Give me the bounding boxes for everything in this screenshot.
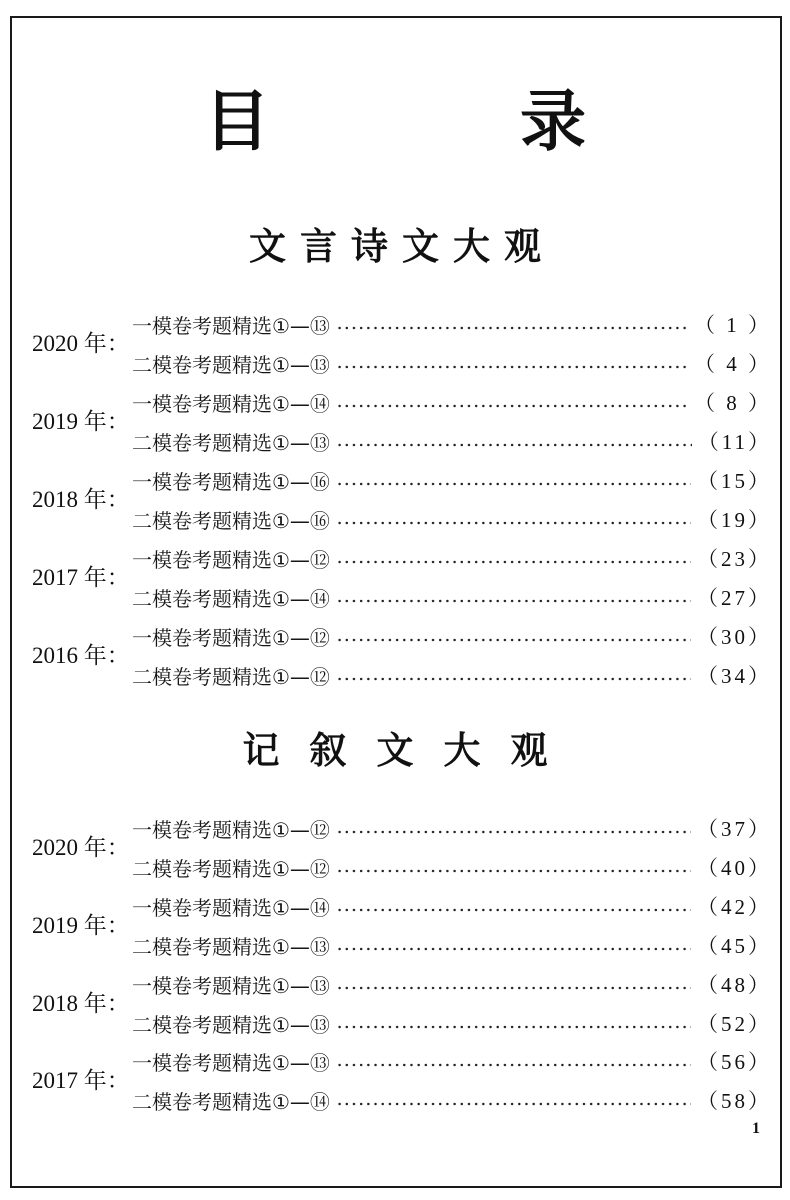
toc-entry[interactable] [132, 1004, 772, 1042]
toc-entry[interactable] [132, 344, 772, 382]
toc-year: 2019 年： [32, 409, 130, 434]
toc-entry[interactable] [132, 578, 772, 616]
dot-leader [336, 1025, 691, 1029]
page-title: 目 录 [204, 83, 678, 160]
dot-leader [336, 830, 691, 834]
toc-entry-page: （27） [697, 586, 772, 610]
toc-entry-label: 一模卷考题精选①—⑬ [132, 1050, 330, 1075]
toc-entry-label: 二模卷考题精选①—⑬ [132, 352, 330, 377]
section-heading-narrative: 记叙文大观 [242, 729, 578, 772]
toc-entry[interactable] [132, 500, 772, 538]
toc-entry-page: （ 4 ） [694, 352, 772, 376]
toc-year: 2020 年： [32, 835, 130, 860]
toc-entry-label: 二模卷考题精选①—⑬ [132, 1012, 330, 1037]
toc-entry-page: （23） [697, 547, 772, 571]
toc-entry-label: 二模卷考题精选①—⑫ [132, 664, 330, 689]
toc-entry-label: 一模卷考题精选①—⑬ [132, 973, 330, 998]
toc-year: 2020 年： [32, 331, 130, 356]
toc-group [0, 809, 790, 887]
toc-entry-page: （58） [697, 1089, 772, 1113]
toc-year: 2016 年： [32, 643, 130, 668]
dot-leader [336, 677, 691, 681]
toc-entry-label: 一模卷考题精选①—⑫ [132, 817, 330, 842]
toc-group [0, 461, 790, 539]
toc-entry-page: （40） [697, 856, 772, 880]
dot-leader [336, 1063, 691, 1067]
dot-leader [336, 560, 691, 564]
toc-entry[interactable] [132, 1042, 772, 1080]
toc-year: 2017 年： [32, 565, 130, 590]
dot-leader [336, 908, 691, 912]
dot-leader [336, 521, 691, 525]
toc-entry[interactable] [132, 965, 772, 1003]
toc-entry-label: 二模卷考题精选①—⑬ [132, 430, 330, 455]
toc-entry-label: 二模卷考题精选①—⑬ [132, 934, 330, 959]
toc-entry[interactable] [132, 848, 772, 886]
dot-leader [336, 986, 691, 990]
toc-entry-label: 二模卷考题精选①—⑭ [132, 586, 330, 611]
toc-group [0, 539, 790, 617]
toc-year: 2018 年： [32, 991, 130, 1016]
toc-entry-label: 二模卷考题精选①—⑫ [132, 856, 330, 881]
toc-entry-label: 一模卷考题精选①—⑫ [132, 547, 330, 572]
toc-entry[interactable] [132, 305, 772, 343]
toc-entry-label: 一模卷考题精选①—⑭ [132, 895, 330, 920]
toc-entry-page: （52） [697, 1012, 772, 1036]
toc-entry[interactable] [132, 539, 772, 577]
toc-entry[interactable] [132, 656, 772, 694]
toc-group [0, 617, 790, 695]
dot-leader [336, 365, 688, 369]
toc-year: 2017 年： [32, 1068, 130, 1093]
dot-leader [336, 638, 691, 642]
toc-entry-label: 一模卷考题精选①—⑫ [132, 625, 330, 650]
toc-entry[interactable] [132, 617, 772, 655]
toc-entry-page: （ 1 ） [694, 313, 772, 337]
toc-group [0, 1042, 790, 1120]
toc-entry-page: （ 8 ） [694, 391, 772, 415]
dot-leader [336, 443, 692, 447]
toc-year: 2018 年： [32, 487, 130, 512]
dot-leader [336, 869, 691, 873]
page-number: 1 [752, 1120, 760, 1137]
toc-entry-page: （19） [697, 508, 772, 532]
dot-leader [336, 404, 688, 408]
toc-entry-page: （42） [697, 895, 772, 919]
toc-entry-page: （45） [697, 934, 772, 958]
toc-entry-page: （15） [697, 469, 772, 493]
toc-entry-label: 一模卷考题精选①—⑭ [132, 391, 330, 416]
toc-entry[interactable] [132, 422, 772, 460]
toc-entry-page: （30） [697, 625, 772, 649]
toc-entry-label: 二模卷考题精选①—⑯ [132, 508, 330, 533]
toc-entry-page: （34） [697, 664, 772, 688]
toc-entry-page: （11） [697, 430, 772, 454]
toc-entry[interactable] [132, 383, 772, 421]
toc-group [0, 383, 790, 461]
dot-leader [336, 947, 691, 951]
toc-group [0, 305, 790, 383]
toc-entry-page: （48） [697, 973, 772, 997]
toc-entry-page: （56） [697, 1050, 772, 1074]
dot-leader [336, 1102, 691, 1106]
toc-entry-label: 二模卷考题精选①—⑭ [132, 1089, 330, 1114]
toc-year: 2019 年： [32, 913, 130, 938]
toc-group [0, 965, 790, 1043]
toc-group [0, 887, 790, 965]
toc-entry-page: （37） [697, 817, 772, 841]
toc-entry[interactable] [132, 1081, 772, 1119]
dot-leader [336, 326, 688, 330]
toc-entry[interactable] [132, 887, 772, 925]
section-heading-classical: 文言诗文大观 [249, 225, 555, 268]
toc-entry[interactable] [132, 809, 772, 847]
dot-leader [336, 482, 691, 486]
toc-entry-label: 一模卷考题精选①—⑬ [132, 313, 330, 338]
toc-entry-label: 一模卷考题精选①—⑯ [132, 469, 330, 494]
toc-entry[interactable] [132, 926, 772, 964]
dot-leader [336, 599, 691, 603]
toc-entry[interactable] [132, 461, 772, 499]
